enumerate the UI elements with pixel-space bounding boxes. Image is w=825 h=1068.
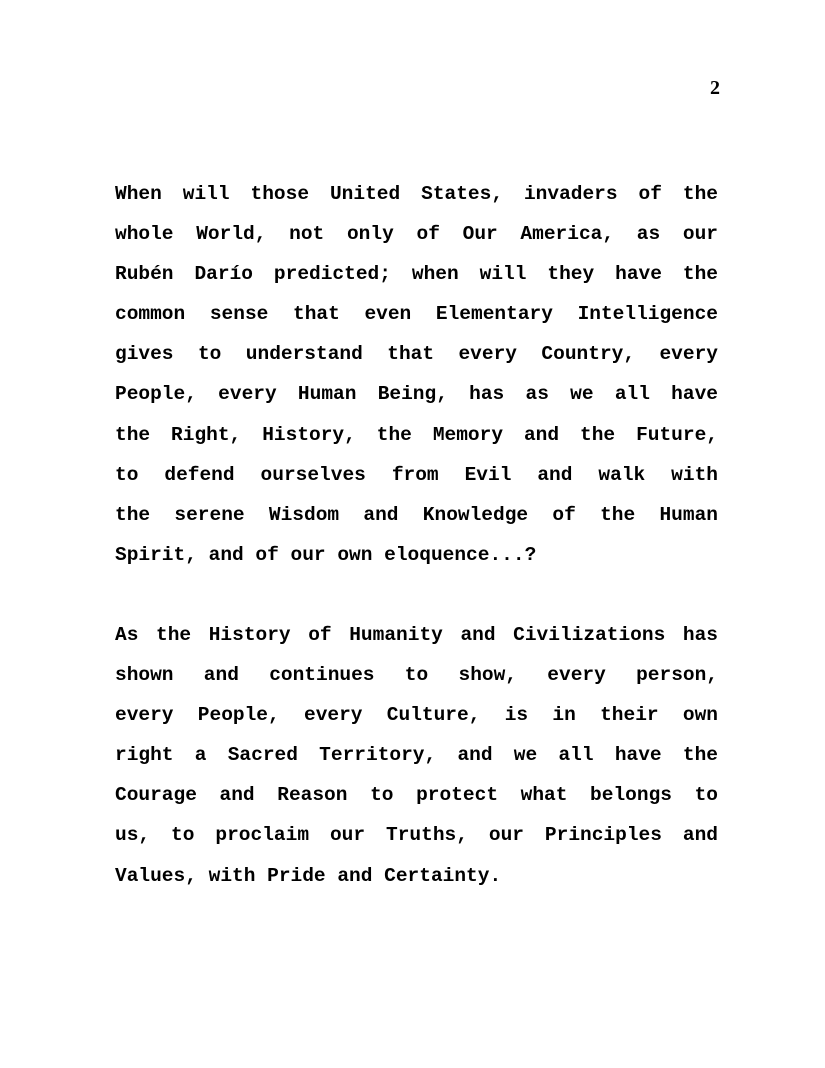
text-line: every People, every Culture, is in their own [115,704,718,727]
text-line: the Right, History, the Memory and the Future, [115,423,718,446]
text-line: gives to understand that every Country, every [115,343,718,366]
paragraph-1 [115,174,718,575]
text-line: When will those United States, invaders of the [115,183,718,205]
text-line: whole World, not only of Our America, as our [115,223,718,246]
text-line: Courage and Reason to protect what belongs to [115,784,718,807]
text-line: the serene Wisdom and Knowledge of the Human [115,503,718,526]
text-line: us, to proclaim our Truths, our Principles and [115,824,718,847]
text-line: Values, with Pride and Certainty. [115,864,502,887]
text-line: to defend ourselves from Evil and walk with [115,463,718,486]
paragraph-2 [115,615,718,896]
text-line: right a Sacred Territory, and we all have the [115,744,718,767]
text-line: As the History of Humanity and Civilizations has [115,624,718,646]
text-line: shown and continues to show, every person, [115,664,718,687]
text-line: common sense that even Elementary Intelligence [115,303,718,326]
text-line: Spirit, and of our own eloquence...? [115,543,537,566]
text-line: People, every Human Being, has as we all have [115,383,718,406]
page-number: 2 [710,77,720,99]
text-line: Rubén Darío predicted; when will they have the [115,263,718,286]
